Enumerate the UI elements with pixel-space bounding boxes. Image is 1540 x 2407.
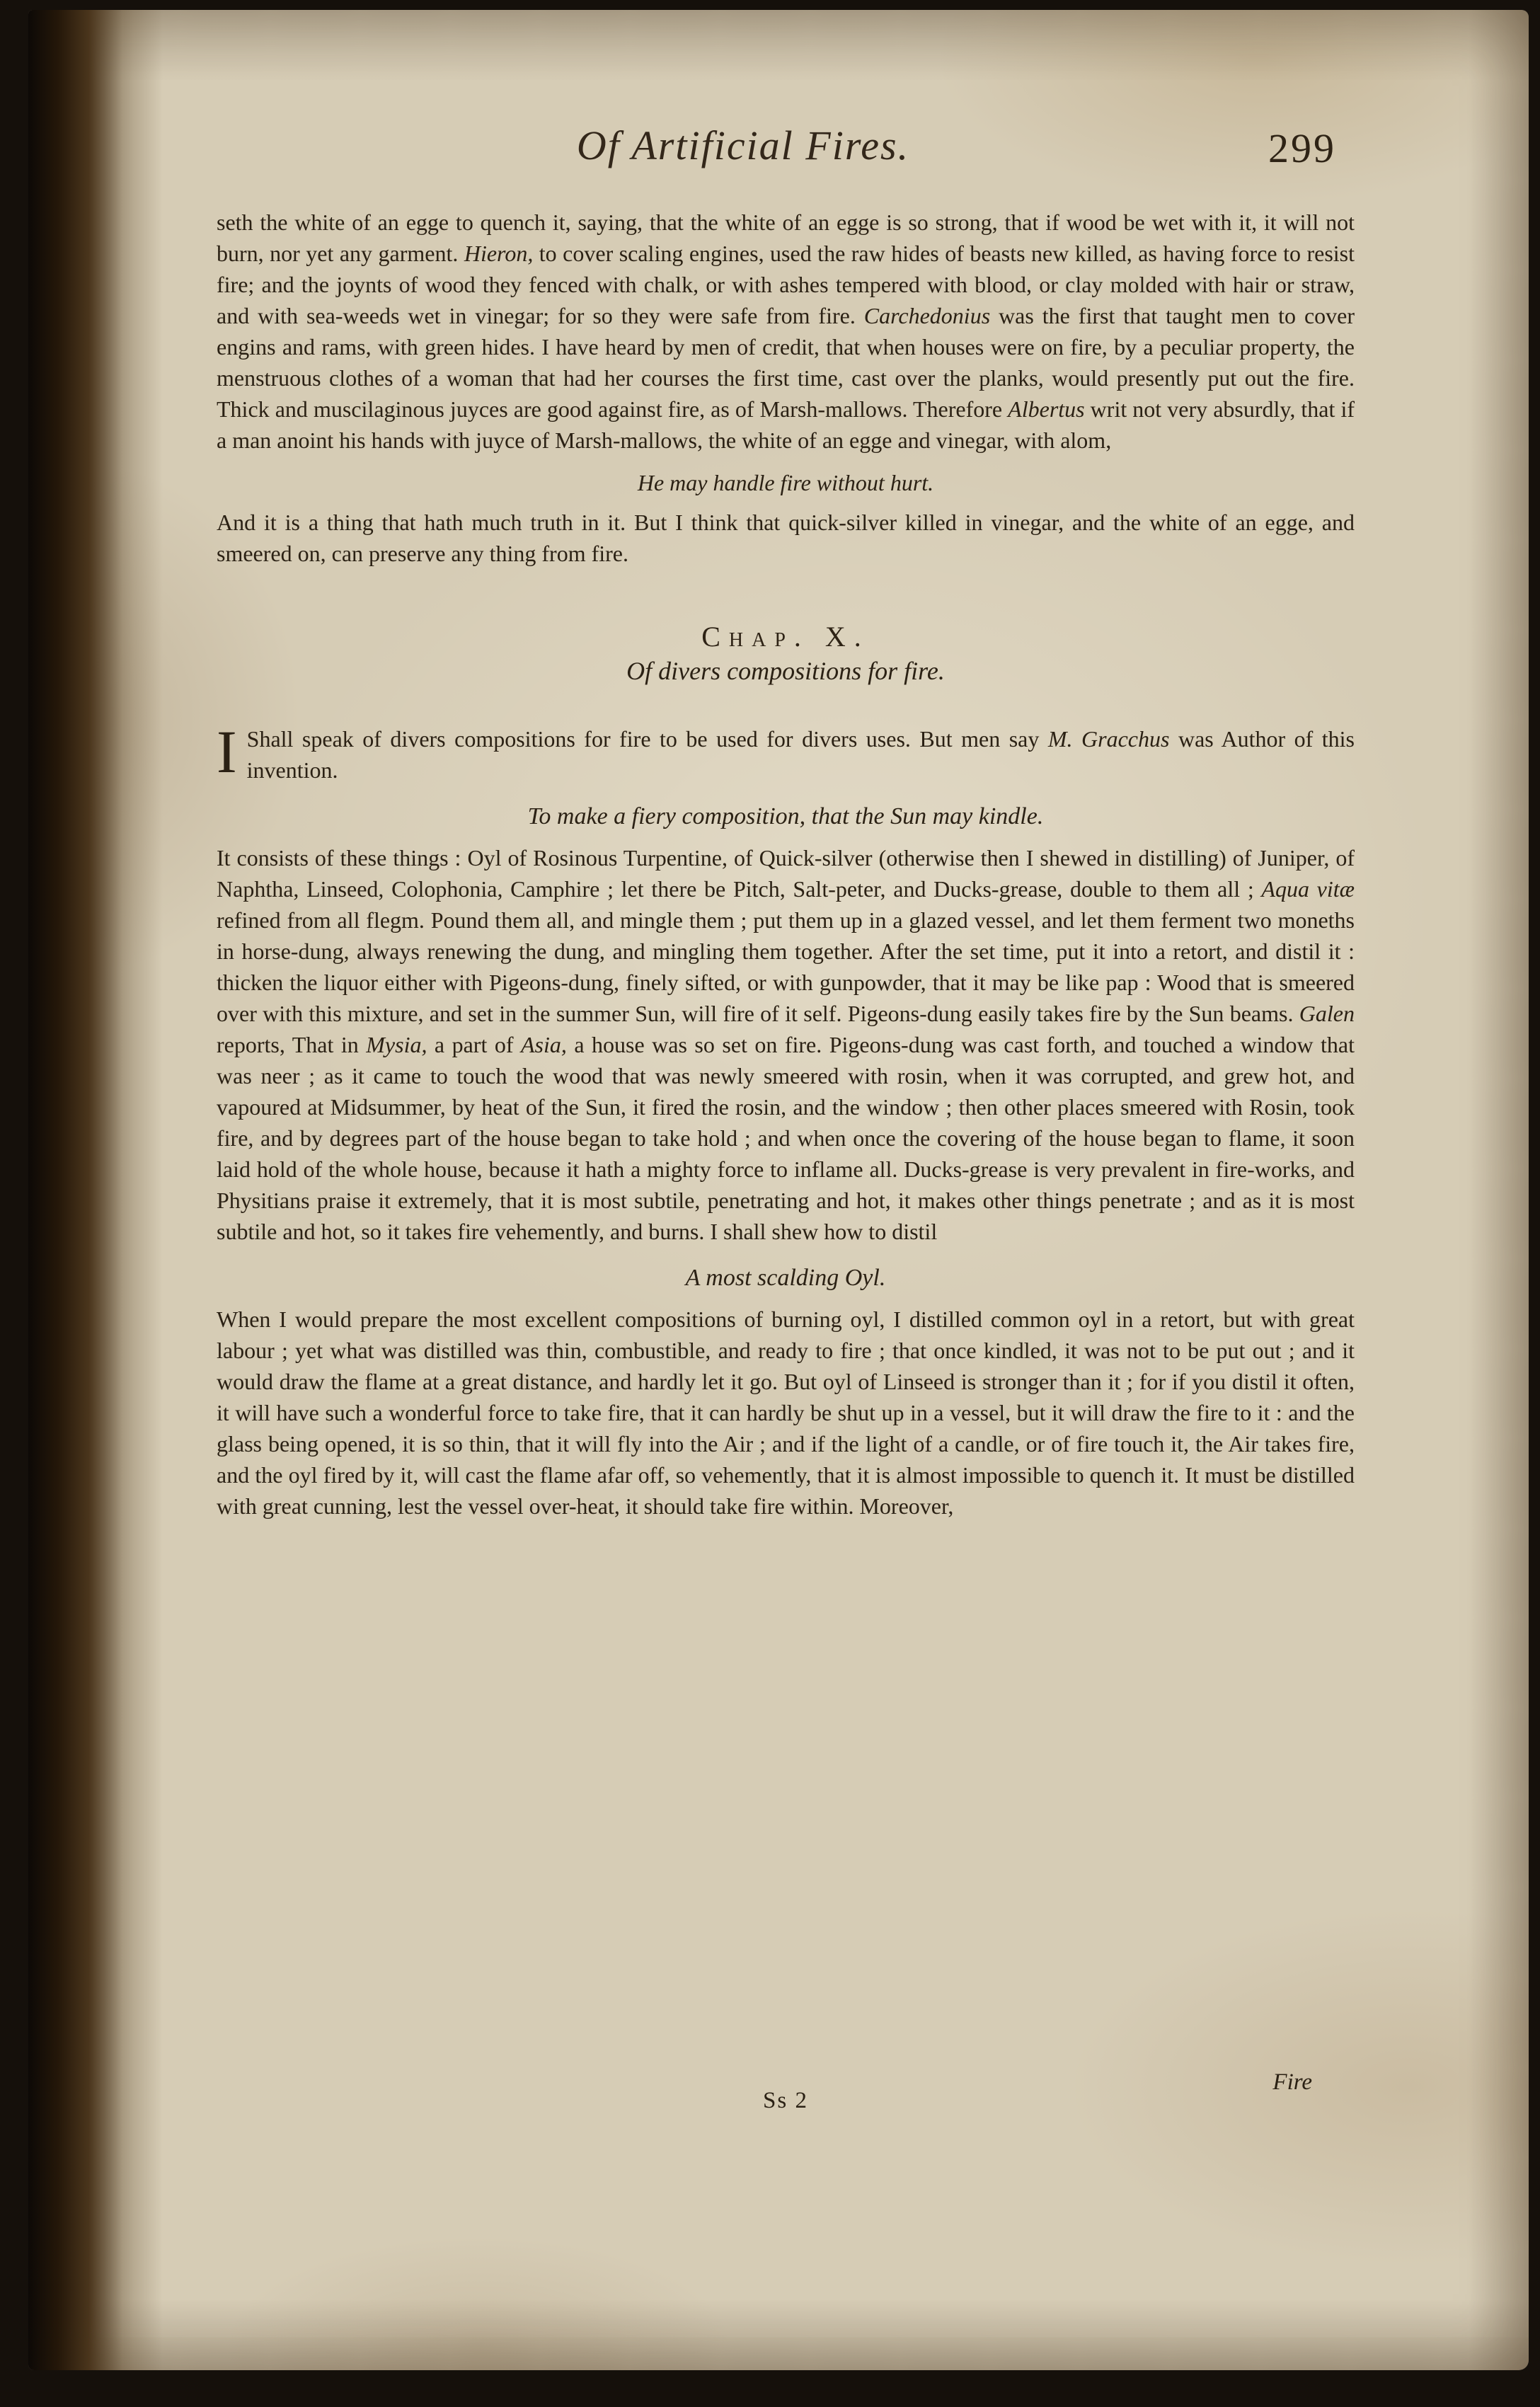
text-run: reports, That in [217,1032,367,1057]
text-run: Albertus [1008,396,1085,422]
chapter-opening-paragraph [217,718,1355,786]
signature-mark: Ss 2 [763,2088,808,2113]
paragraph-quicksilver [217,507,1355,569]
text-run: writ not very absurdly, that if a man anoint his hands with juyce of Marsh-mallows, the white of an egge and vinegar, with alom, [217,396,1355,453]
text-run: Of divers compositions for fire. [626,657,945,685]
page-footer [217,2069,1355,2126]
text-run: Galen [1299,1001,1355,1026]
drop-cap: I [217,718,237,786]
text-run: When I would prepare the most excellent compositions of burning oyl, I distilled common oyl in a retort, but with great labour ; yet what was distilled was thin, combustible, and ready to fire ; that once kindled, it was not to be put out ; and it would draw the flame at a great distance, and hardly let it go. But oyl of Linseed is stronger than it ; for if you distil it often, it will have such a wonderful force to take fire, that it can hardly be shut up in a vessel, but it will draw the fire to it : and the glass being opened, it is so thin, that it will fly into the Air ; and if the light of a candle, or of fire touch it, the Air takes fire, and the oyl fired by it, will cast the flame afar off, so vehemently, that it is almost impossible to quench it. It must be distilled with great cunning, lest the vessel over-heat, it should take fire within. Moreover, [217,1306,1355,1519]
text-run: Chap. X. [701,621,870,653]
text-run: to cover scaling engines, used the raw hides of beasts new killed, as having force to resist fire; and the joynts of wood they fenced with chalk, or with ashes tempered with blood, or clay molded with hair or straw, and with sea-weeds wet in vinegar; for so they were safe from fire. [217,241,1355,328]
text-block [217,207,1355,1522]
text-run: a part of [427,1032,521,1057]
text-run: To make a fiery composition, that the Sun may kindle. [527,803,1044,829]
text-run: Shall speak of divers compositions for fire to be used for divers uses. But men say [246,726,1048,752]
book-page [28,10,1529,2370]
body-paragraph-sun-composition [217,842,1355,1247]
text-run: was Author of this invention. [246,726,1355,783]
verse-line [217,467,1355,498]
running-head [217,122,1355,183]
text-run: Mysia, [366,1032,427,1057]
text-run: M. Gracchus [1047,726,1170,752]
paragraph-continuation [217,207,1355,456]
text-run: A most scalding Oyl. [685,1265,886,1291]
running-title: Of Artificial Fires. [576,122,910,168]
text-run: And it is a thing that hath much truth in it. But I think that quick-silver killed in vinegar, and the white of an egge, and smeered on, can preserve any thing from fire. [217,510,1355,566]
section-heading-scalding-oyl [217,1263,1355,1294]
page-number: 299 [1268,125,1336,171]
text-run: seth the white of an egge to quench it, saying, that the white of an egge is so strong, that if wood be wet with it, it will not burn, nor yet any garment. [217,209,1355,266]
text-run: refined from all flegm. Pound them all, and mingle them ; put them up in a glazed vessel, and let them ferment two moneths in horse-dung, always renewing the dung, and mingling them together. After the set time, put it into a retort, and distil it : thicken the liquor either with Pigeons-dung, finely sifted, or with gunpowder, that it may be like pap : Wood that is smeered over with this mixture, and set in the summer Sun, will fire of it self. Pigeons-dung easily takes fire by the Sun beams. [217,907,1355,1026]
text-run: a house was so set on fire. Pigeons-dung was cast forth, and touched a window that was neer ; as it came to touch the wood that was newly smeered with rosin, when it was corrupted, and grew hot, and vapoured at Midsummer, by heat of the Sun, it fired the rosin, and the window ; then other places smeered with Rosin, took fire, and by degrees part of the house began to take hold ; and when once the covering of the house began to flame, it soon laid hold of the whole house, because it hath a mighty force to inflame all. Ducks-grease is very prevalent in fire-works, and Physitians praise it extremely, that it is most subtile, penetrating and hot, it makes other things penetrate ; and as it is most subtile and hot, so it takes fire vehemently, and burns. I shall shew how to distil [217,1032,1355,1244]
text-run: was the first that taught men to cover engins and rams, with green hides. I have heard by men of credit, that when houses were on fire, by a peculiar property, the menstruous clothes of a woman that had her courses the first time, cast over the planks, would presently put out the fire. Thick and muscilaginous juyces are good against fire, as of Marsh-mallows. Therefore [217,303,1355,422]
book-gutter-shadow [28,10,163,2370]
catchword: Fire [1272,2069,1312,2095]
text-run: Hieron, [464,241,534,266]
chapter-heading [217,621,1355,653]
page-text-column [217,122,1355,1524]
closing-paragraph-scalding-oyl [217,1304,1355,1522]
text-run: Carchedonius [863,303,991,328]
chapter-subtitle [217,655,1355,687]
text-run: Asia, [520,1032,567,1057]
section-heading-sun-composition [217,801,1355,832]
text-run: He may handle fire without hurt. [637,470,934,495]
text-run: Aqua vitæ [1261,876,1355,902]
text-run: It consists of these things : Oyl of Rosinous Turpentine, of Quick-silver (otherwise then I shewed in distilling) of Juniper, of Naphtha, Linseed, Colophonia, Camphire ; let there be Pitch, Salt-peter, and Ducks-grease, double to them all ; [217,845,1355,902]
